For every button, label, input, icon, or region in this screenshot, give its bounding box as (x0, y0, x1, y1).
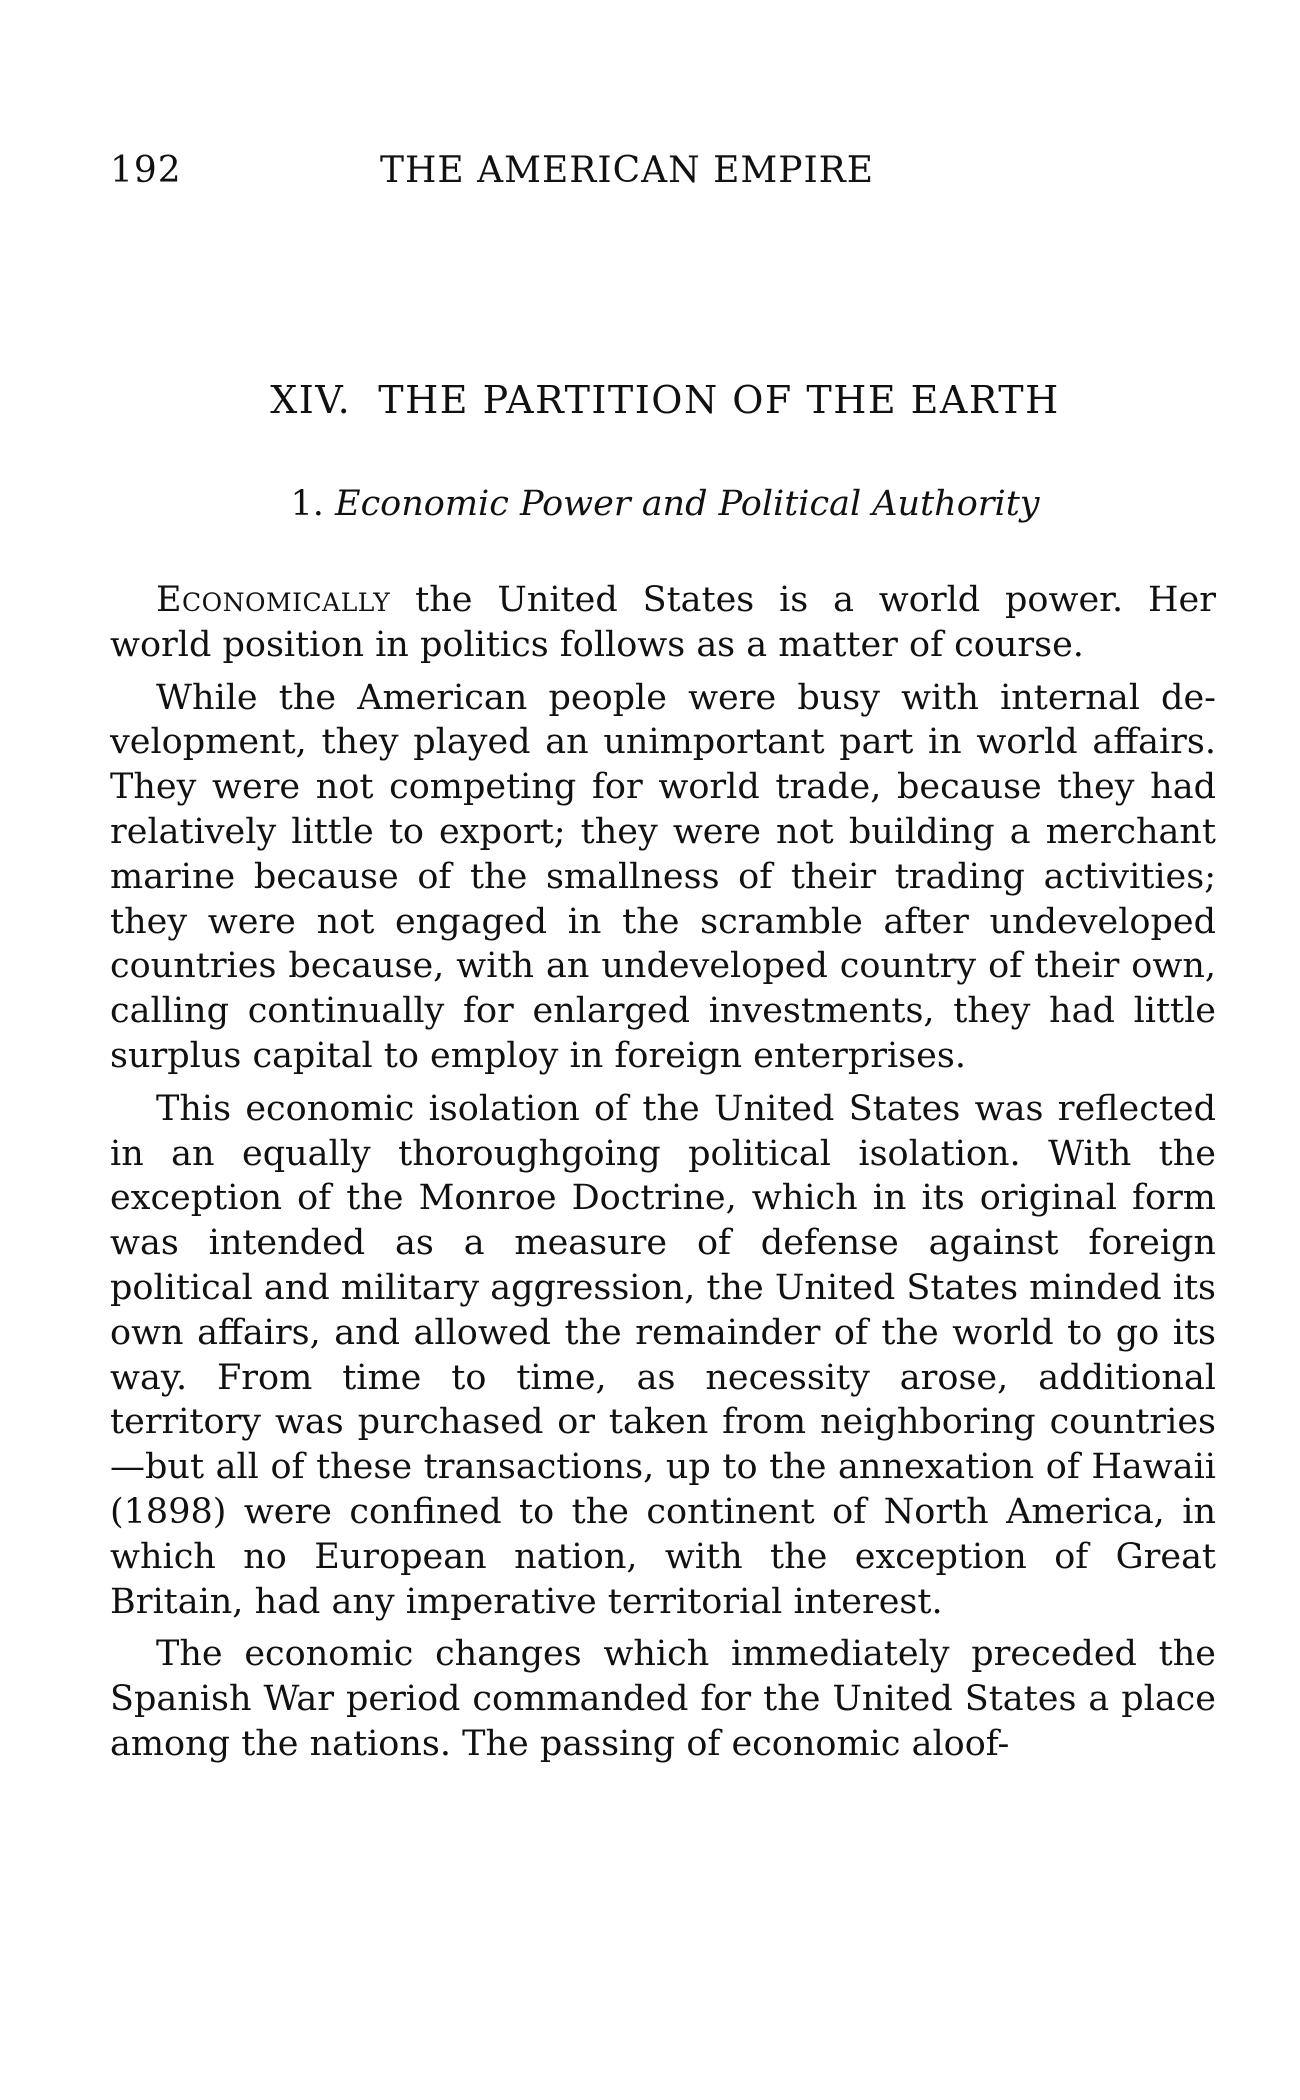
paragraph (110, 676, 1216, 1079)
body-text (110, 578, 1216, 1775)
section-heading (110, 484, 1220, 524)
section-title: Economic Power and Political Authority (335, 484, 1040, 524)
page-number: 192 (110, 150, 182, 191)
paragraph-lead-smallcaps: Economically (156, 580, 391, 620)
paragraph-text: the United States is a world power. Her world position in politics follows as a matter of course. (110, 580, 1216, 665)
paragraph-text: This economic isolation of the United States was reflected in an equally thoroughgoing political isolation. With the exception of the Monroe Doctrine, which in its original form was intended as a measure of defense against foreign political and military aggression, the United States minded its own affairs, and allowed the remainder of the world to go its way. From time to time, as necessity arose, additional territory was purchased or taken from neighboring countries—but all of these transactions, up to the annexation of Hawaii (1898) were confined to the continent of North America, in which no European nation, with the exception of Great Britain, had any imperative territorial interest. (110, 1088, 1216, 1622)
running-title: THE AMERICAN EMPIRE (380, 150, 875, 191)
section-number: 1. (290, 484, 324, 524)
running-head (110, 150, 1220, 200)
paragraph (110, 1632, 1216, 1766)
paragraph (110, 1087, 1216, 1625)
paragraph-text: While the American people were busy with internal development, they played an unimportant part in world affairs. They were not competing for world trade, because they had relatively little to export; they were not building a merchant marine because of the smallness of their trading activities; they were not engaged in the scramble after undeveloped countries because, with an undeveloped country of their own, calling continually for enlarged investments, they had little surplus capital to employ in foreign enterprises. (110, 677, 1216, 1076)
paragraph-text: The economic changes which immediately preceded the Spanish War period commanded for the United States a place among the nations. The passing of economic aloof- (110, 1634, 1216, 1764)
paragraph (110, 578, 1216, 668)
chapter-title: XIV. THE PARTITION OF THE EARTH (270, 378, 1060, 422)
